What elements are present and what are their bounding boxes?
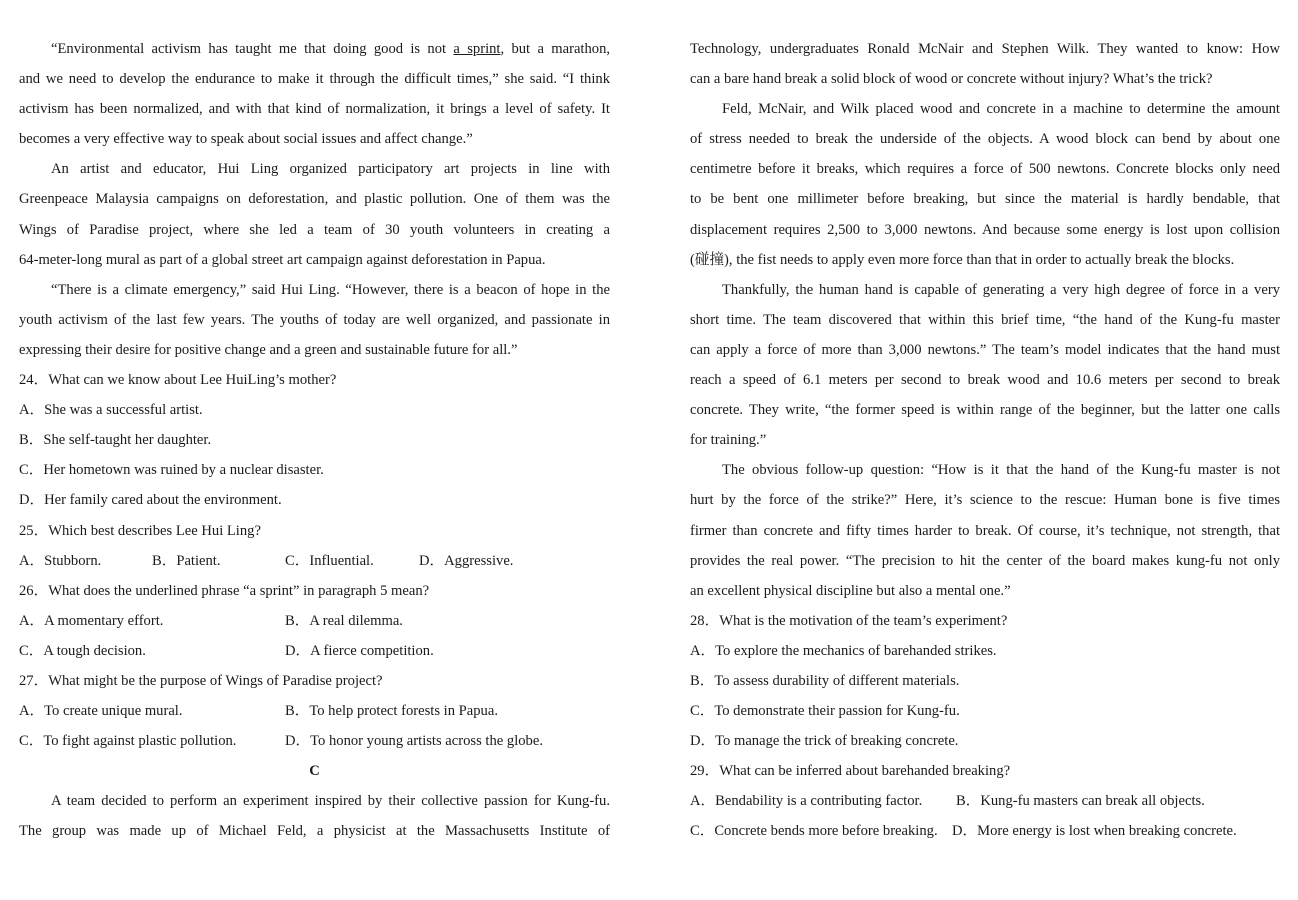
question-27-options-row2 [19, 726, 610, 756]
question-28-option-d: D．To manage the trick of breaking concrete. [690, 733, 959, 750]
question-26-option-d: D．A fierce competition. [285, 642, 434, 659]
paragraph-line: The group was made up of Michael Feld, a physicist at the Massachusetts Institute of [19, 823, 610, 840]
paragraph-line: The obvious follow-up question: “How is it that the hand of the Kung-fu master is not [722, 462, 1280, 479]
question-29-options-row2 [690, 816, 1280, 846]
right-column [690, 34, 1280, 847]
paragraph-line: hurt by the force of the strike?” Here, it’s science to the rescue: Human bone is five times [690, 492, 1280, 509]
paragraph-line: to be bent one millimeter before breaking, but since the material is hardly bendable, that [690, 191, 1280, 208]
paragraph-line: short time. The team discovered that within this brief time, “the hand of the Kung-fu master [690, 311, 1280, 328]
question-28-option-a: A．To explore the mechanics of barehanded strikes. [690, 642, 997, 659]
question-25-option-a: A．Stubborn. [19, 552, 102, 569]
paragraph-line: A team decided to perform an experiment inspired by their collective passion for Kung-fu. [51, 793, 610, 810]
question-29-option-d: D．More energy is lost when breaking concrete. [952, 823, 1237, 840]
paragraph-line: provides the real power. “The precision to hit the center of the board makes kung-fu not only [690, 552, 1280, 569]
question-27-stem: 27．What might be the purpose of Wings of Paradise project? [19, 672, 383, 689]
question-25-option-c: C．Influential. [285, 552, 374, 569]
question-27-option-b: B．To help protect forests in Papua. [285, 703, 498, 720]
question-24-option-c: C．Her hometown was ruined by a nuclear disaster. [19, 462, 324, 479]
paragraph-line: Wings of Paradise project, where she led a team of 30 youth volunteers in creating a [19, 221, 610, 238]
paragraph-line: Feld, McNair, and Wilk placed wood and concrete in a machine to determine the amount [722, 101, 1280, 118]
question-27-option-c: C．To fight against plastic pollution. [19, 733, 237, 750]
question-26-option-b: B．A real dilemma. [285, 612, 403, 629]
question-25-option-d: D．Aggressive. [419, 552, 514, 569]
paragraph-line: can a bare hand break a solid block of wood or concrete without injury? What’s the trick? [690, 71, 1213, 88]
question-28-stem: 28．What is the motivation of the team’s experiment? [690, 612, 1008, 629]
question-26-option-c: C．A tough decision. [19, 642, 146, 659]
question-27-option-a: A．To create unique mural. [19, 703, 183, 720]
question-25-option-b: B．Patient. [152, 552, 221, 569]
paragraph-line: and we need to develop the endurance to make it through the difficult times,” she said. “I think [19, 71, 610, 88]
question-26-stem: 26．What does the underlined phrase “a sprint” in paragraph 5 mean? [19, 582, 430, 599]
question-29-option-a: A．Bendability is a contributing factor. [690, 793, 923, 810]
paragraph-line: (碰撞), the fist needs to apply even more force than that in order to actually break the blocks. [690, 251, 1235, 268]
section-heading: C [309, 763, 320, 780]
paragraph-line: centimetre before it breaks, which requires a force of 500 newtons. Concrete blocks only need [690, 161, 1280, 178]
question-28-option-c: C．To demonstrate their passion for Kung-fu. [690, 703, 960, 720]
paragraph-line: reach a speed of 6.1 meters per second to break wood and 10.6 meters per second to break [690, 372, 1280, 389]
question-25-options [19, 546, 610, 576]
paragraph-line: expressing their desire for positive change and a green and sustainable future for all.” [19, 341, 518, 358]
question-28-option-b: B．To assess durability of different materials. [690, 672, 960, 689]
underlined-phrase: a sprint [453, 41, 501, 57]
question-26-option-a: A．A momentary effort. [19, 612, 164, 629]
question-29-option-c: C．Concrete bends more before breaking. [690, 823, 938, 840]
paragraph-line: an excellent physical discipline but also a mental one.” [690, 582, 1011, 599]
paragraph-line: 64-meter-long mural as part of a global street art campaign against deforestation in Papua. [19, 251, 546, 268]
left-column [19, 34, 610, 847]
question-25-stem: 25．Which best describes Lee Hui Ling? [19, 522, 261, 539]
paragraph-line: displacement requires 2,500 to 3,000 newtons. And because some energy is lost upon collision [690, 221, 1280, 238]
paragraph-line: activism has been normalized, and with that kind of normalization, it brings a level of safety. It [19, 101, 610, 118]
paragraph-line: for training.” [690, 432, 767, 449]
question-27-option-d: D．To honor young artists across the globe. [285, 733, 543, 750]
question-26-options-row1 [19, 606, 610, 636]
paragraph-line: concrete. They write, “the former speed is within range of the beginner, but the latter one calls [690, 402, 1280, 419]
paragraph-line: of stress needed to break the underside of the objects. A wood block can bend by about one [690, 131, 1280, 148]
paragraph-line: “There is a climate emergency,” said Hui Ling. “However, there is a beacon of hope in the [51, 281, 610, 298]
paragraph-line: Technology, undergraduates Ronald McNair and Stephen Wilk. They wanted to know: How [690, 41, 1280, 57]
paragraph-line: firmer than concrete and fifty times harder to break. Of course, it’s technique, not strength, that [690, 522, 1280, 539]
paragraph-line: youth activism of the last few years. The youths of today are well organized, and passionate in [19, 311, 610, 328]
question-27-options-row1 [19, 696, 610, 726]
paragraph-line: Greenpeace Malaysia campaigns on deforestation, and plastic pollution. One of them was the [19, 191, 610, 208]
paragraph-line: “Environmental activism has taught me that doing good is not a sprint, but a marathon, [51, 41, 611, 57]
question-29-options-row1 [690, 786, 1280, 816]
question-24-option-b: B．She self-taught her daughter. [19, 432, 212, 449]
paragraph-line: can apply a force of more than 3,000 newtons.” The team’s model indicates that the hand must [690, 341, 1280, 358]
question-24-option-a: A．She was a successful artist. [19, 402, 203, 419]
question-29-option-b: B．Kung-fu masters can break all objects. [956, 793, 1205, 810]
question-24-stem: 24．What can we know about Lee HuiLing’s mother? [19, 372, 337, 389]
question-24-option-d: D．Her family cared about the environment. [19, 492, 282, 509]
paragraph-line: An artist and educator, Hui Ling organized participatory art projects in line with [51, 161, 610, 178]
paragraph-line: Thankfully, the human hand is capable of generating a very high degree of force in a very [722, 281, 1280, 298]
paragraph-line: becomes a very effective way to speak about social issues and affect change.” [19, 131, 473, 148]
question-26-options-row2 [19, 636, 610, 666]
question-29-stem: 29．What can be inferred about barehanded breaking? [690, 763, 1011, 780]
